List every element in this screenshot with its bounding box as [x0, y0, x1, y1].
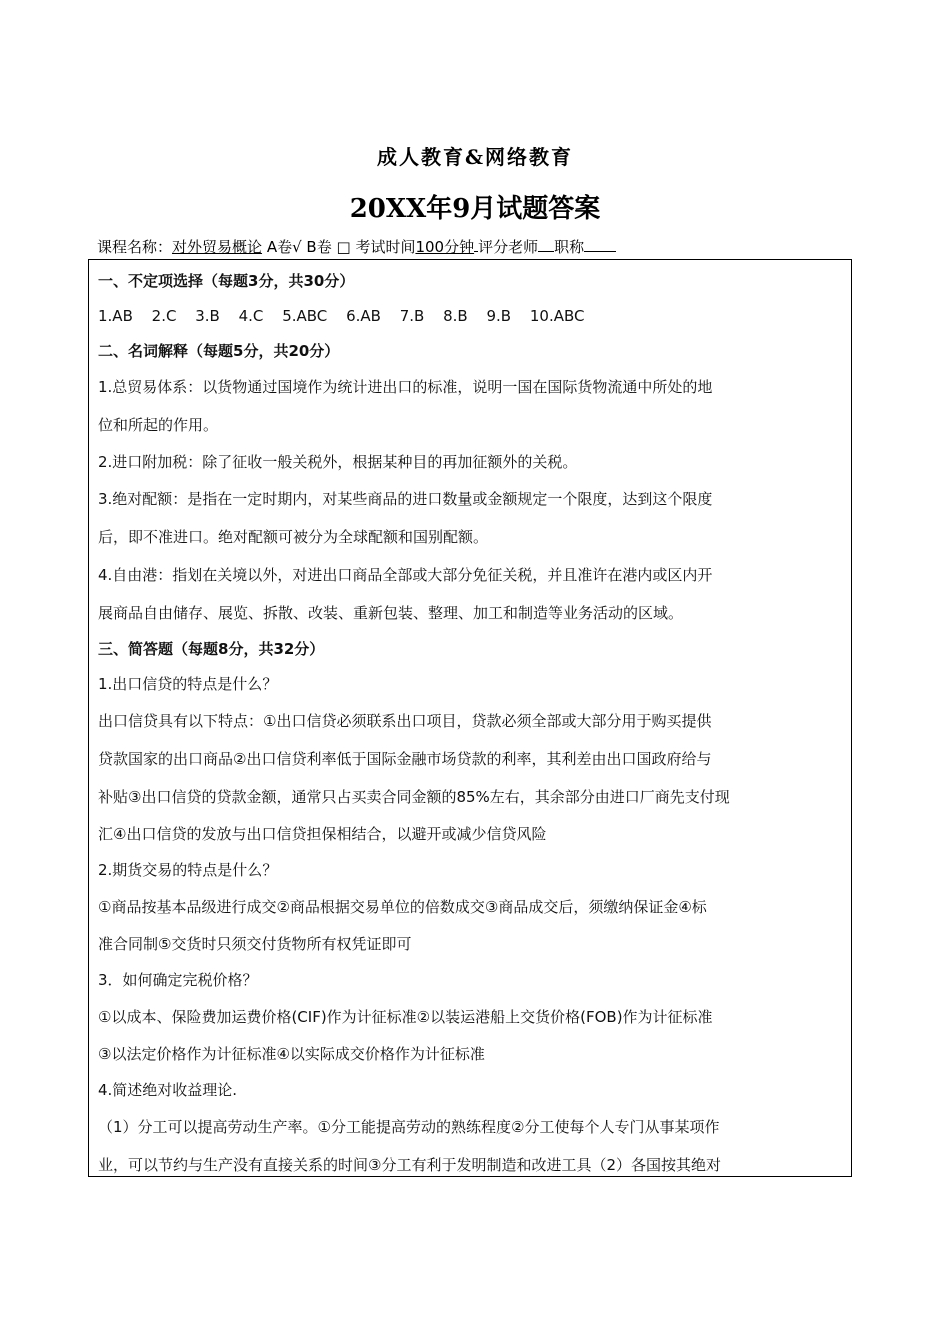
choice-answer: 2.C [151, 307, 177, 325]
text-line: 后，即不准进口。绝对配额可被分为全球配额和国别配额。 [98, 528, 489, 546]
choice-answer: 6.AB [346, 307, 381, 325]
title-blank [584, 237, 616, 252]
text-line: 位和所起的作用。 [98, 416, 219, 434]
question-line: 1.出口信贷的特点是什么？ [98, 675, 278, 693]
choice-answer: 8.B [443, 307, 468, 325]
text-line: 2.进口附加税：除了征收一般关税外，根据某种目的再加征额外的关税。 [98, 453, 578, 471]
paper-a-option: A卷√ [266, 238, 302, 256]
grader-label: 评分老师 [478, 238, 539, 256]
paper-b-option: B卷 □ [306, 238, 351, 256]
answer-box [88, 259, 852, 1177]
choice-answer: 5.ABC [282, 307, 328, 325]
question-line: 2.期货交易的特点是什么？ [98, 861, 278, 879]
choice-answers [98, 298, 842, 334]
grader-blank [538, 237, 554, 252]
choice-answer: 7.B [399, 307, 425, 325]
text-line: ①商品按基本品级进行成交②商品根据交易单位的倍数成交③商品成交后，须缴纳保证金④标 [98, 898, 707, 916]
course-info-line [97, 236, 616, 257]
choice-answer: 10.ABC [529, 307, 585, 325]
text-line: 准合同制⑤交货时只须交付货物所有权凭证即可 [98, 935, 412, 953]
text-line: 业，可以节约与生产没有直接关系的时间③分工有利于发明制造和改进工具（2）各国按其绝对 [98, 1156, 721, 1174]
text-line: 展商品自由储存、展览、拆散、改装、重新包装、整理、加工和制造等业务活动的区域。 [98, 604, 684, 622]
question-line: 3．如何确定完税价格？ [98, 971, 258, 989]
exam-time-value: 100分钟 [415, 238, 475, 256]
title-label: 职称 [554, 238, 585, 256]
text-line: 4.自由港：指划在关境以外，对进出口商品全部或大部分免征关税，并且准许在港内或区内开 [98, 566, 713, 584]
text-line: （1）分工可以提高劳动生产率。①分工能提高劳动的熟练程度②分工使每个人专门从事某项作 [98, 1118, 720, 1136]
choice-answer: 9.B [486, 307, 512, 325]
exam-time-label: 考试时间 [355, 238, 416, 256]
text-line: 3.绝对配额：是指在一定时期内，对某些商品的进口数量或金额规定一个限度，达到这个限度 [98, 490, 713, 508]
text-line: 1.总贸易体系：以货物通过国境作为统计进出口的标准，说明一国在国际货物流通中所处的地 [98, 378, 713, 396]
text-line: 贷款国家的出口商品②出口信贷利率低于国际金融市场贷款的利率，其利差由出口国政府给与 [98, 750, 712, 768]
text-line: 补贴③出口信贷的贷款金额，通常只占买卖合同金额的85%左右，其余部分由进口厂商先支付现 [98, 788, 730, 806]
text-line: ③以法定价格作为计征标准④以实际成交价格作为计征标准 [98, 1045, 485, 1063]
question-line: 4.简述绝对收益理论. [98, 1081, 238, 1099]
course-name: 对外贸易概论 [172, 238, 263, 256]
org-title: 成人教育&网络教育 [376, 145, 574, 169]
choice-answer: 4.C [238, 307, 264, 325]
section-heading: 三、简答题（每题8分，共32分） [98, 640, 325, 658]
text-line: 出口信贷具有以下特点：①出口信贷必须联系出口项目，贷款必须全部或大部分用于购买提供 [98, 712, 712, 730]
section-heading: 二、名词解释（每题5分，共20分） [98, 342, 340, 360]
exam-title: 20XX年9月试题答案 [349, 194, 601, 224]
choice-answer: 1.AB [98, 307, 133, 325]
text-line: 汇④出口信贷的发放与出口信贷担保相结合，以避开或减少信贷风险 [98, 825, 547, 843]
section-heading: 一、不定项选择（每题3分，共30分） [98, 272, 355, 290]
course-label: 课程名称： [97, 238, 173, 256]
text-line: ①以成本、保险费加运费价格(CIF)作为计征标准②以装运港船上交货价格(FOB)作为计征标准 [98, 1008, 713, 1026]
choice-answer: 3.B [195, 307, 220, 325]
